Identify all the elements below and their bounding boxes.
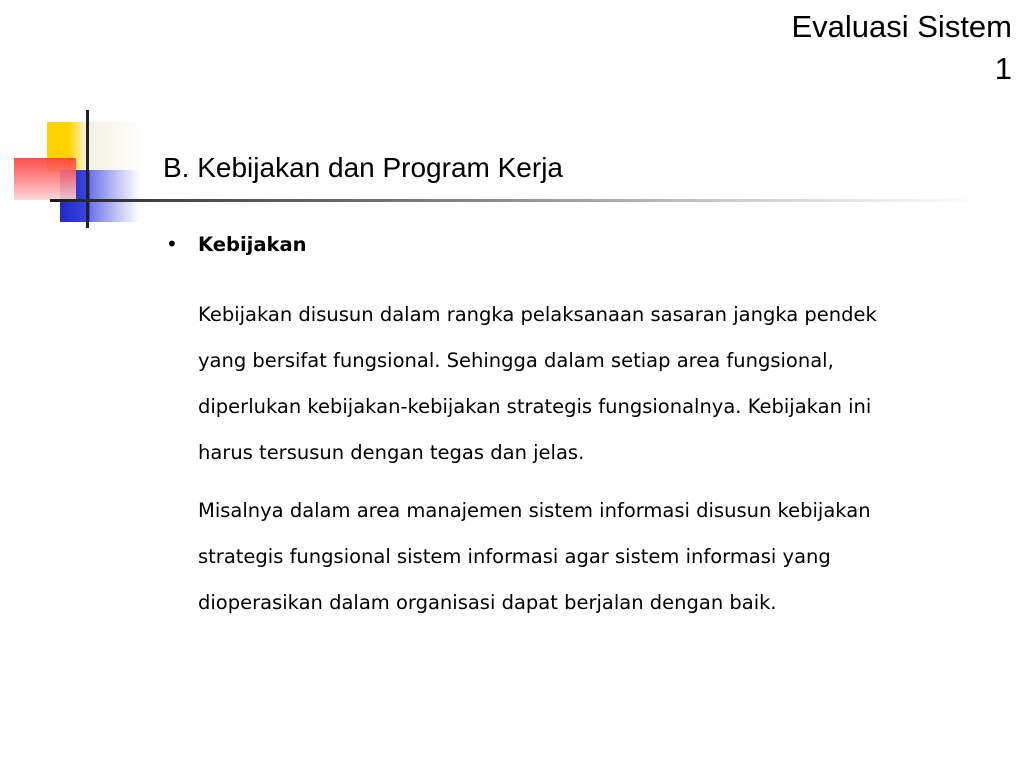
section-title: B. Kebijakan dan Program Kerja [163,152,563,183]
bullet-label: Kebijakan [198,233,307,256]
decorative-vertical-line [86,110,89,228]
bullet-item [160,232,920,274]
header-title [612,6,1012,90]
decorative-red-square [14,158,76,200]
title-underline [50,199,980,202]
header-title-line2: 1 [994,51,1012,86]
bullet-icon: • [166,232,178,256]
decorative-blue-fade [90,170,140,222]
decorative-yellow-fade [83,122,143,172]
decorative-logo [0,0,160,240]
header-title-line1: Evaluasi Sistem [791,9,1012,44]
paragraph-1: Kebijakan disusun dalam rangka pelaksanaan sasaran jangka pendek yang bersifat fungsional. Sehingga dalam setiap area fungsional, diperlukan kebijakan-kebijakan strategis fungsionalnya. Kebijakan ini harus tersusun dengan tegas dan jelas. [198,303,877,464]
slide-content [160,232,920,626]
paragraph-2: Misalnya dalam area manajemen sistem informasi disusun kebijakan strategis fungsional sistem informasi agar sistem informasi yang dioperasikan dalam organisasi dapat berjalan dengan baik. [198,499,871,614]
